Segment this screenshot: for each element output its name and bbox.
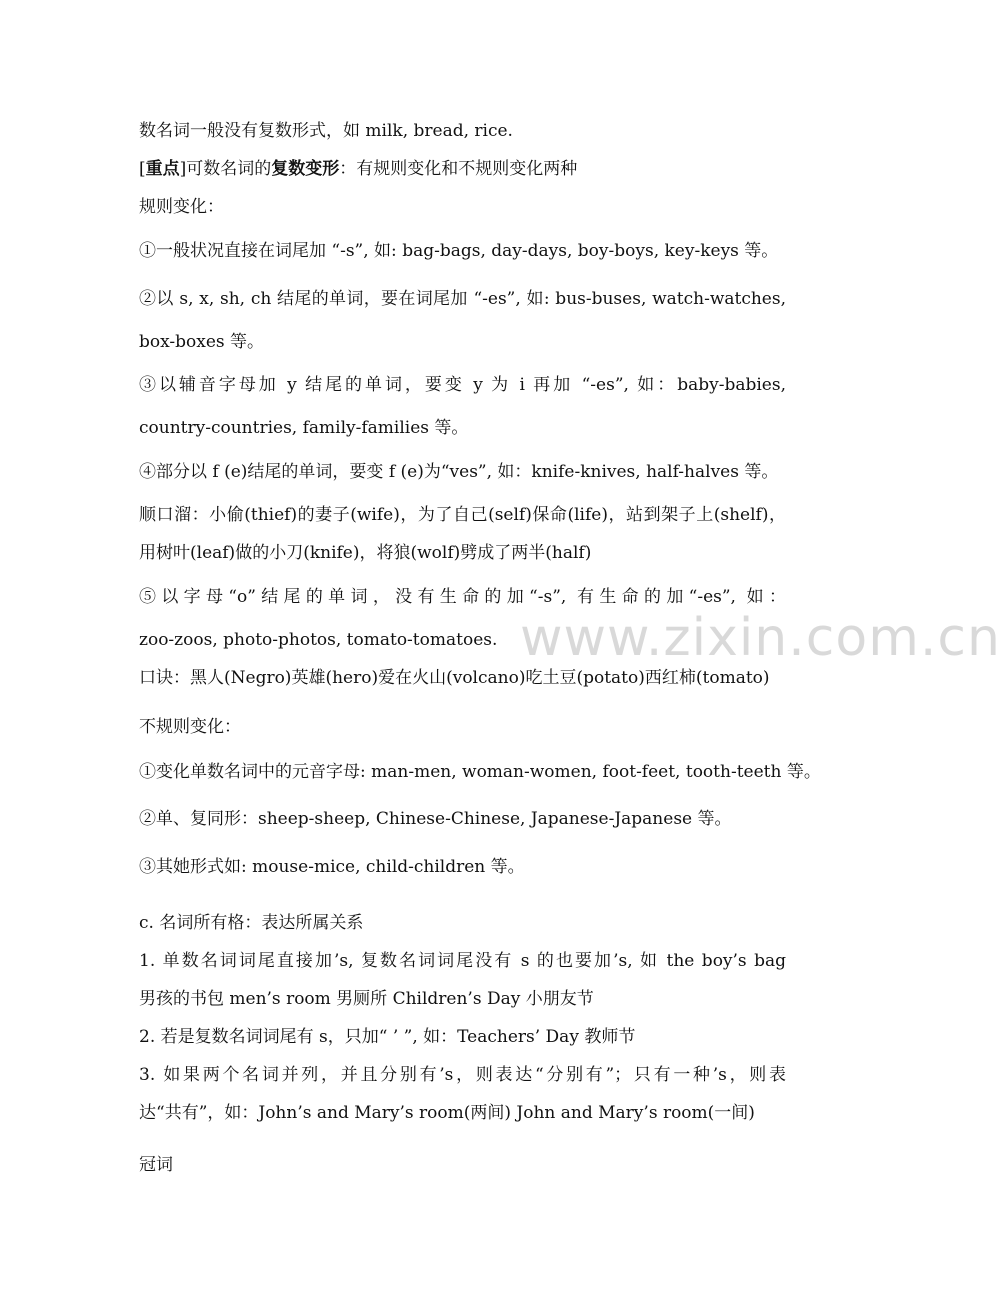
irregular-changes-heading: 不规则变化： <box>139 717 241 737</box>
articles-heading: 冠词 <box>139 1155 173 1175</box>
rhyme-line-2: 用树叶(leaf)做的小刀(knife)，将狼(wolf)劈成了两半(half) <box>139 543 592 563</box>
rule-2-continuation: box-boxes 等。 <box>139 332 265 352</box>
rule-3-line: ③以辅音字母加 y 结尾的单词，要变 y 为 i 再加 “-es”, 如：baby-babies, <box>139 375 786 395</box>
irregular-rule-2: ②单、复同形：sheep-sheep, Chinese-Chinese, Japanese-Japanese 等。 <box>139 809 732 829</box>
bracket-open: [ <box>139 159 146 179</box>
rule-4-line: ④部分以 f (e)结尾的单词，要变 f (e)为“ves”, 如：knife-knives, half-halves 等。 <box>139 462 779 482</box>
uncountable-note-line: 数名词一般没有复数形式，如 milk, bread, rice. <box>139 121 513 141</box>
possessive-rule-1-examples: 男孩的书包 men’s room 男厕所 Children’s Day 小朋友节 <box>139 989 594 1009</box>
possessive-rule-3-continuation: 达“共有”，如：John’s and Mary’s room(两间) John and Mary’s room(一间) <box>139 1103 755 1123</box>
irregular-rule-3: ③其她形式如: mouse-mice, child-children 等。 <box>139 857 525 877</box>
possessive-heading: c. 名词所有格：表达所属关系 <box>139 913 364 933</box>
rule-1-line: ①一般状况直接在词尾加 “-s”, 如: bag-bags, day-days, boy-boys, key-keys 等。 <box>139 241 779 261</box>
heading-rest: ：有规则变化和不规则变化两种 <box>339 159 578 179</box>
rhyme-line-1: 顺口溜：小偷(thief)的妻子(wife)，为了自己(self)保命(life)，站到架子上(shelf)， <box>139 505 786 525</box>
plural-change-term: 复数变形 <box>271 159 340 179</box>
watermark: www.zixin.com.cn <box>520 608 1001 668</box>
rule-5-continuation: zoo-zoos, photo-photos, tomato-tomatoes. <box>139 630 498 650</box>
key-point-label: 重点 <box>145 159 180 179</box>
possessive-rule-1: 1. 单数名词词尾直接加’s, 复数名词词尾没有 s 的也要加’s, 如 the boy’s bag <box>139 951 786 971</box>
mnemonic-line: 口诀：黑人(Negro)英雄(hero)爱在火山(volcano)吃土豆(potato)西红柿(tomato) <box>139 668 770 688</box>
possessive-rule-2: 2. 若是复数名词词尾有 s，只加“ ’ ”, 如：Teachers’ Day 教师节 <box>139 1027 636 1047</box>
rule-2-line: ②以 s, x, sh, ch 结尾的单词，要在词尾加 “-es”, 如: bus-buses, watch-watches, <box>139 289 786 309</box>
irregular-rule-1: ①变化单数名词中的元音字母: man-men, woman-women, foot-feet, tooth-teeth 等。 <box>139 762 821 782</box>
regular-changes-heading: 规则变化： <box>139 197 224 217</box>
heading-middle: ]可数名词的 <box>179 159 272 179</box>
rule-3-continuation: country-countries, family-families 等。 <box>139 418 469 438</box>
possessive-rule-3: 3. 如果两个名词并列，并且分别有’s，则表达“分别有”；只有一种’s，则表 <box>139 1065 786 1085</box>
rule-5-line: ⑤以字母“o”结尾的单词，没有生命的加“-s”, 有生命的加“-es”, 如： <box>139 587 786 607</box>
plural-forms-heading <box>139 158 786 180</box>
